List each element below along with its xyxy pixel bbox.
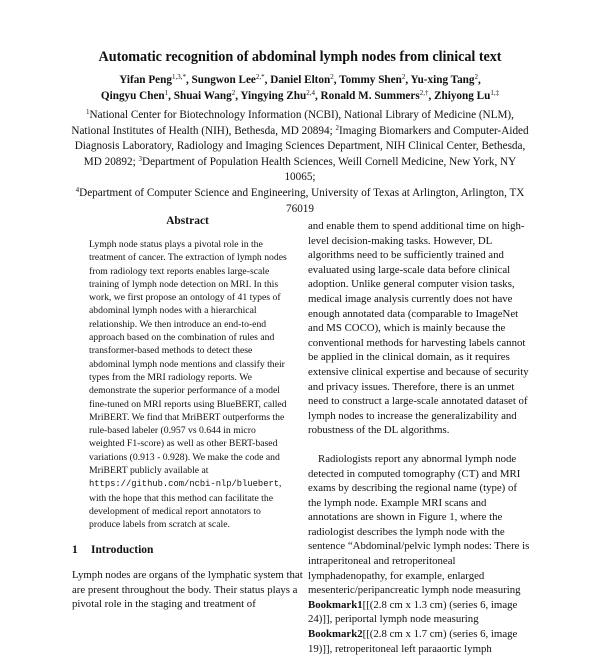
author-affiliation-marker: 2 — [474, 73, 478, 81]
affiliation-2-marker: 2 — [335, 123, 339, 132]
affiliation-1-marker: 1 — [86, 108, 90, 116]
author-name: Zhiyong Lu — [434, 90, 491, 102]
abstract-body — [89, 238, 289, 532]
introduction-paragraph — [72, 568, 304, 612]
author-name: Yingying Zhu — [240, 90, 307, 102]
author-separator: , — [314, 90, 321, 102]
author-name: Sungwon Lee — [191, 74, 256, 86]
right-column — [308, 219, 530, 656]
section-number: 1 — [72, 544, 78, 556]
right-column-paragraph-1: and enable them to spend additional time on high-level decision-making tasks. However, DL algorithms need to be sufficiently trained and evaluated using large-scale data before clinical adoption. Unlike general computer vision tasks, medical image analysis currently does not have enough annotated data (comparable to ImageNet and MS COCO), which is mainly because the conventional methods for harvesting labels cannot be applied in the clinical domain, as it requires extensive clinical expertise and because of security and privacy issues. Therefore, there is an unmet need to construct a large-scale annotated dataset of lymph nodes to increase the generalizability and robustness of the DL algorithms. — [308, 220, 529, 437]
bookmark-2: Bookmark2 — [308, 628, 363, 641]
author-affiliation-marker: 1 — [164, 89, 169, 97]
author-separator: , — [333, 74, 340, 86]
author-affiliation-marker: 1,3,* — [171, 73, 186, 81]
section-title: Introduction — [91, 544, 154, 556]
author-name: Qingyu Chen — [100, 90, 165, 102]
abstract-text: Lymph node status plays a pivotal role in the treatment of cancer. The extraction of lymph nodes from radiology text reports enables large-scale training of lymph node detection on MRI. In this work, we first propose an ontology of 41 types of abdominal lymph nodes with a hierarchical relationship. We then introduce an end-to-end approach based on the combination of rules and transformer-based methods to detect these abdominal lymph node mentions and classify their types from the MRI radiology reports. We demonstrate the superior performance of a model fine-tuned on MRI reports using BlueBERT, called MriBERT. We find that MriBERT outperforms the rule-based labeler (0.957 vs 0.644 in micro weighted F1-score) as well as other BERT-based variations (0.913 - 0.928). We make the code and MriBERT publicly available at — [89, 239, 287, 477]
author-separator: , — [168, 90, 174, 102]
author-affiliation-marker: 2,4 — [306, 89, 315, 97]
affiliation-4-marker: 4 — [75, 185, 80, 194]
author-separator: , — [478, 74, 481, 86]
author-name: Ronald M. Summers — [320, 90, 420, 102]
author-separator: , — [428, 90, 435, 102]
author-affiliation-marker: 2,* — [255, 73, 265, 81]
code-link[interactable]: https://github.com/ncbi-nlp/bluebert — [89, 479, 280, 490]
affiliation-3: Department of Population Health Sciences, Weill Cornell Medicine, New York, NY 10065; — [141, 155, 517, 184]
abstract-text-end: , with the hope that this method can facilitate the development of medical report annotators to produce labels from scratch at scale. — [89, 478, 282, 531]
author-name: Yu-xing Tang — [410, 74, 475, 86]
author-line-1 — [40, 72, 560, 88]
author-affiliation-marker: 2 — [330, 73, 334, 81]
paragraph-2-text: Radiologists report any abnormal lymph node detected in computed tomography (CT) and MRI exams by describing the regional name (type) of the lymph node. Example MRI scans and annotations are shown in Figure 1, where the radiologist describes the lymph node with the sentence “Abdominal/pelvic lymph nodes: There is intraperitoneal and retroperitoneal lymphadenopathy, for example, enlarged mesenteric/peripancreatic lymph node measuring — [308, 452, 530, 597]
affiliations — [70, 108, 530, 217]
author-affiliation-marker: 2 — [401, 73, 406, 81]
paragraph-2-text-c: [[(2.8 cm x 1.7 cm) (series 6, image 19)]], retroperitoneal left paraaortic lymph — [308, 628, 518, 655]
affiliation-1: National Center for Biotechnology Information (NCBI), National Library of Medicine (NLM), National Institutes of Health (NIH), Bethesda, MD 20894; — [71, 109, 514, 137]
affiliation-4: Department of Computer Science and Engineering, University of Texas at Arlington, Arlington, TX 76019 — [79, 186, 525, 215]
author-affiliation-marker: 1,‡ — [490, 89, 500, 97]
introduction-text: Lymph nodes are organs of the lymphatic system that are present throughout the body. Their status plays a pivotal role in the staging and treatment of — [72, 569, 303, 611]
affiliation-block — [70, 108, 530, 186]
author-name: Shuai Wang — [173, 90, 232, 102]
affiliation-4-block — [70, 186, 530, 217]
abstract-heading: Abstract — [166, 215, 209, 227]
affiliation-3-marker: 3 — [138, 154, 142, 163]
affiliation-2: Imaging Biomarkers and Computer-Aided Diagnosis Laboratory, Radiology and Imaging Sciences Department, NIH Clinical Center, Bethesda, MD 20892; — [74, 124, 529, 168]
right-column-paragraph-2 — [308, 452, 530, 656]
paper-title: Automatic recognition of abdominal lymph nodes from clinical text — [98, 49, 502, 65]
author-name: Tommy Shen — [339, 74, 402, 86]
author-name: Daniel Elton — [270, 74, 331, 86]
paragraph-2-text-b: [[(2.8 cm x 1.3 cm) (series 6, image 24)]], periportal lymph node measuring — [308, 598, 518, 626]
author-line-2 — [40, 88, 560, 104]
author-name: Yifan Peng — [119, 74, 172, 86]
author-affiliation-marker: 2,† — [419, 89, 429, 97]
section-heading-introduction — [72, 544, 153, 556]
author-separator: , — [264, 74, 271, 86]
author-list — [40, 72, 560, 104]
author-separator: , — [185, 74, 192, 86]
author-separator: , — [235, 90, 241, 102]
author-separator: , — [405, 74, 411, 86]
author-affiliation-marker: 2 — [231, 89, 236, 97]
bookmark-1: Bookmark1 — [308, 598, 363, 611]
